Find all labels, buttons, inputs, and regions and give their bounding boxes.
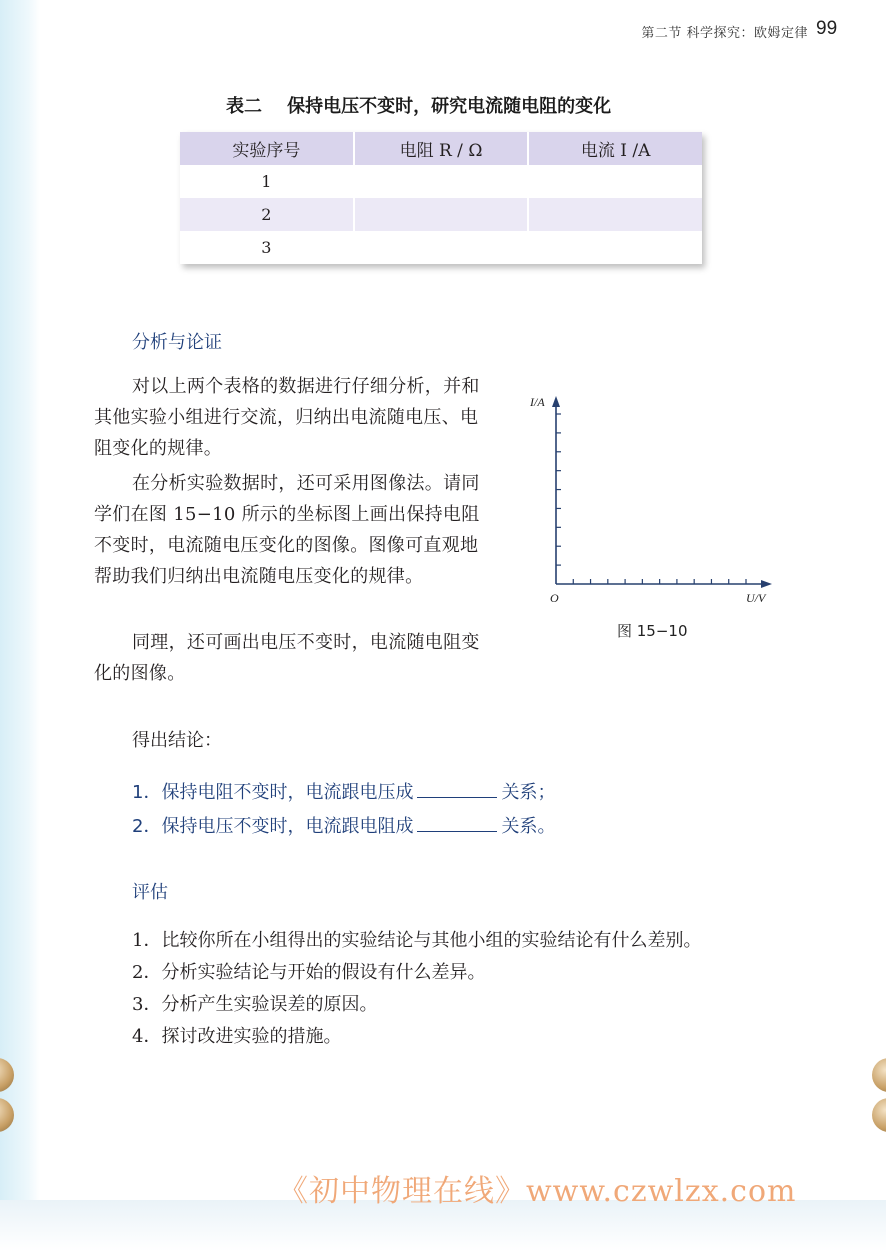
column-header: 电阻 R / Ω bbox=[355, 132, 530, 165]
table-title: 表二 保持电压不变时，研究电流随电阻的变化 bbox=[226, 96, 612, 117]
conclusion-suffix: 关系； bbox=[501, 782, 556, 803]
evaluation-item: 4．探讨改进实验的措施。 bbox=[132, 1026, 342, 1047]
table-row bbox=[180, 231, 702, 264]
x-axis-arrow-icon bbox=[761, 580, 772, 588]
x-axis-label: U/V bbox=[746, 591, 766, 605]
analysis-paragraph: 同理，还可画出电压不变时，电流随电阻变化的图像。 bbox=[94, 632, 480, 684]
y-axis-arrow-icon bbox=[552, 396, 560, 407]
table-cell bbox=[355, 165, 530, 198]
table-row bbox=[180, 198, 702, 231]
evaluation-heading: 评估 bbox=[132, 882, 168, 903]
column-header: 电流 I /A bbox=[580, 141, 651, 161]
conclusion-text: 1．保持电阻不变时，电流跟电压成 bbox=[132, 782, 414, 803]
decorative-coin-icon bbox=[872, 1098, 886, 1132]
evaluation-item: 1．比较你所在小组得出的实验结论与其他小组的实验结论有什么差别。 bbox=[132, 930, 702, 951]
fill-in-blank[interactable] bbox=[417, 783, 497, 798]
column-header: 实验序号 bbox=[180, 132, 355, 165]
conclusion-label: 得出结论： bbox=[132, 730, 222, 751]
coordinate-graph bbox=[520, 388, 780, 608]
conclusion-text: 2．保持电压不变时，电流跟电阻成 bbox=[132, 816, 414, 837]
evaluation-item: 3．分析产生实验误差的原因。 bbox=[132, 994, 378, 1015]
experiment-table bbox=[180, 132, 702, 264]
table-cell bbox=[355, 231, 530, 264]
figure-caption: 图 15−10 bbox=[617, 622, 688, 640]
conclusion-suffix: 关系。 bbox=[501, 816, 556, 837]
table-cell bbox=[529, 198, 702, 231]
analysis-paragraph: 在分析实验数据时，还可采用图像法。请同学们在图 15−10 所示的坐标图上画出保持电阻不变时，电流随电压变化的图像。图像可直观地帮助我们归纳出电流随电压变化的规律。 bbox=[94, 473, 480, 587]
table-cell bbox=[355, 198, 530, 231]
conclusion-item bbox=[132, 812, 555, 838]
decorative-coin-icon bbox=[872, 1058, 886, 1092]
y-axis-label: I/A bbox=[530, 395, 545, 409]
table-cell: 2 bbox=[180, 198, 355, 231]
table-cell: 1 bbox=[180, 165, 355, 198]
table-cell: 3 bbox=[180, 231, 355, 264]
site-watermark: 《初中物理在线》www.czwlzx.com bbox=[278, 1174, 797, 1209]
evaluation-item: 2．分析实验结论与开始的假设有什么差异。 bbox=[132, 962, 486, 983]
conclusion-item bbox=[132, 778, 555, 804]
table-cell bbox=[529, 165, 702, 198]
running-header: 第二节 科学探究：欧姆定律 bbox=[641, 26, 808, 41]
table-cell bbox=[529, 231, 702, 264]
table-row bbox=[180, 165, 702, 198]
analysis-paragraph: 对以上两个表格的数据进行仔细分析，并和其他实验小组进行交流，归纳出电流随电压、电阻变化的规律。 bbox=[94, 376, 480, 459]
fill-in-blank[interactable] bbox=[417, 817, 497, 832]
origin-label: O bbox=[550, 591, 559, 605]
analysis-heading: 分析与论证 bbox=[132, 332, 222, 353]
table-header-row bbox=[180, 132, 702, 165]
